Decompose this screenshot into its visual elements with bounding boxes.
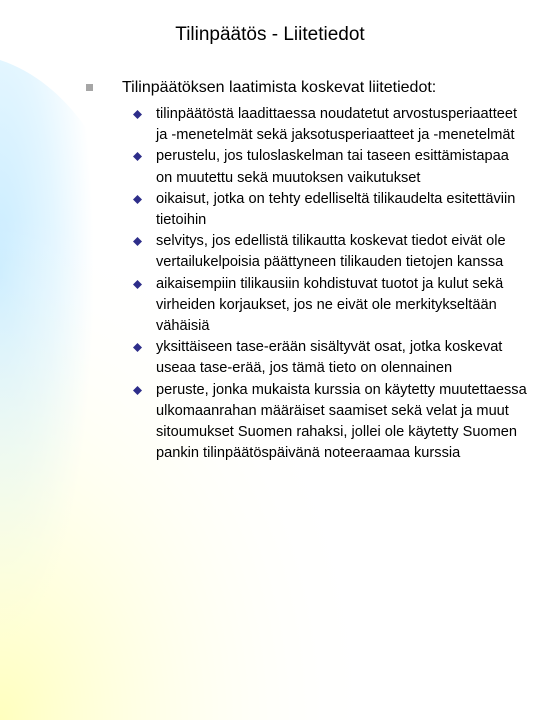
diamond-bullet-icon bbox=[133, 195, 142, 204]
diamond-bullet-icon bbox=[133, 343, 142, 352]
list-item-text: yksittäiseen tase-erään sisältyvät osat, jotka koskevat useaa tase-erää, jos tämä tieto on olennainen bbox=[156, 339, 503, 377]
diamond-bullet-icon bbox=[133, 386, 142, 395]
list-item-text: selvitys, jos edellistä tilikautta koskevat tiedot eivät ole vertailukelpoisia päättyneen tilikauden tietojen kanssa bbox=[156, 233, 506, 271]
square-bullet-icon bbox=[86, 84, 93, 91]
list-item bbox=[132, 337, 527, 379]
diamond-bullet-icon bbox=[133, 110, 142, 119]
list-item bbox=[132, 146, 527, 188]
list-item-text: oikaisut, jotka on tehty edelliseltä tilikaudelta esitettäviin tietoihin bbox=[156, 190, 516, 229]
bullet-list bbox=[132, 104, 527, 464]
list-item bbox=[132, 380, 527, 465]
list-item-text: peruste, jonka mukaista kurssia on käytetty muutettaessa ulkomaanrahan määräiset saamiset sekä velat ja muut sitoumukset Suomen rahaksi, jollei ole käytetty Suomen pankin tilinpäätöspäivänä noteeraamaa kurssia bbox=[156, 381, 527, 462]
list-item bbox=[132, 274, 527, 338]
diamond-bullet-icon bbox=[133, 152, 142, 161]
slide-title: Tilinpäätös - Liitetiedot bbox=[175, 24, 365, 45]
list-item bbox=[132, 231, 527, 273]
list-item-text: tilinpäätöstä laadittaessa noudatetut arvostusperiaatteet ja -menetelmät sekä jaksotusperiaatteet ja -menetelmät bbox=[156, 106, 518, 144]
level1-heading: Tilinpäätöksen laatimista koskevat liitetiedot: bbox=[122, 79, 437, 96]
diamond-bullet-icon bbox=[133, 237, 142, 246]
diamond-bullet-icon bbox=[133, 280, 142, 289]
list-item-text: perustelu, jos tuloslaskelman tai taseen esittämistapaa on muutettu sekä muutoksen vaikutukset bbox=[156, 148, 509, 186]
list-item bbox=[132, 189, 527, 231]
list-item-text: aikaisempiin tilikausiin kohdistuvat tuotot ja kulut sekä virheiden korjaukset, jos ne eivät ole merkitykseltään vähäisiä bbox=[156, 275, 504, 335]
list-item bbox=[132, 104, 527, 146]
